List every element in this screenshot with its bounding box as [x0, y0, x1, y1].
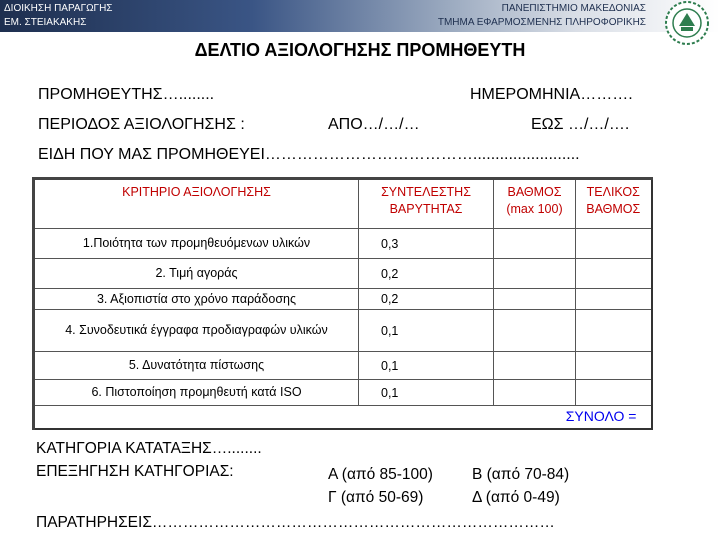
header-final-score: ΤΕΛΙΚΟΣ ΒΑΘΜΟΣ	[576, 179, 652, 229]
table-row	[34, 352, 652, 380]
criterion-cell: 4. Συνοδευτικά έγγραφα προδιαγραφών υλικών	[34, 310, 359, 352]
header-bar	[0, 0, 720, 32]
category-a: Α (από 85-100)	[328, 466, 433, 483]
supplied-items-field[interactable]: ΕΙΔΗ ΠΟΥ ΜΑΣ ΠΡΟΜΗΘΕΥΕΙ…………………………………........................	[38, 146, 580, 163]
header-department: ΤΜΗΜΑ ΕΦΑΡΜΟΣΜΕΝΗΣ ΠΛΗΡΟΦΟΡΙΚΗΣ	[437, 17, 646, 28]
classification-category-field[interactable]: ΚΑΤΗΓΟΡΙΑ ΚΑΤΑΤΑΞΗΣ…........	[36, 440, 262, 457]
category-explanation-label: ΕΠΕΞΗΓΗΣΗ ΚΑΤΗΓΟΡΙΑΣ:	[36, 463, 234, 480]
score-cell[interactable]	[494, 352, 576, 380]
criterion-cell: 5. Δυνατότητα πίστωσης	[34, 352, 359, 380]
total-label: ΣΥΝΟΛΟ =	[565, 408, 637, 424]
table-row	[34, 289, 652, 310]
date-field[interactable]: ΗΜΕΡΟΜΗΝΙΑ……….	[470, 86, 633, 103]
category-b: Β (από 70-84)	[472, 466, 570, 483]
criterion-cell: 6. Πιστοποίηση προμηθευτή κατά ISO	[34, 380, 359, 406]
table-row	[34, 259, 652, 289]
score-cell[interactable]	[494, 229, 576, 259]
category-d: Δ (από 0-49)	[472, 489, 560, 506]
period-from-field[interactable]: ΑΠΟ…/…/…	[328, 116, 420, 133]
weight-cell: 0,1	[359, 310, 494, 352]
final-score-cell[interactable]	[576, 229, 652, 259]
header-criterion: ΚΡΙΤΗΡΙΟ ΑΞΙΟΛΟΓΗΣΗΣ	[34, 179, 359, 229]
header-score: ΒΑΘΜΟΣ (max 100)	[494, 179, 576, 229]
score-cell[interactable]	[494, 259, 576, 289]
final-score-cell[interactable]	[576, 352, 652, 380]
header-university: ΠΑΝΕΠΙΣΤΗΜΙΟ ΜΑΚΕΔΟΝΙΑΣ	[501, 3, 646, 14]
weight-cell: 0,3	[359, 229, 494, 259]
page-title: ΔΕΛΤΙΟ ΑΞΙΟΛΟΓΗΣΗΣ ΠΡΟΜΗΘΕΥΤΗ	[194, 40, 526, 60]
header-course: ΔΙΟΙΚΗΣΗ ΠΑΡΑΓΩΓΗΣ	[4, 3, 113, 14]
score-cell[interactable]	[494, 310, 576, 352]
table-row	[34, 310, 652, 352]
total-row	[34, 406, 652, 429]
criterion-cell: 3. Αξιοπιστία στο χρόνο παράδοσης	[34, 289, 359, 310]
criterion-cell: 2. Τιμή αγοράς	[34, 259, 359, 289]
weight-cell: 0,2	[359, 289, 494, 310]
weight-cell: 0,1	[359, 352, 494, 380]
table-header-row	[34, 179, 652, 229]
final-score-cell[interactable]	[576, 259, 652, 289]
final-score-cell[interactable]	[576, 380, 652, 406]
period-to-field[interactable]: ΕΩΣ …/…/….	[531, 116, 630, 133]
weight-cell: 0,2	[359, 259, 494, 289]
header-weight: ΣΥΝΤΕΛΕΣΤΗΣ ΒΑΡΥΤΗΤΑΣ	[359, 179, 494, 229]
evaluation-table	[32, 177, 653, 430]
final-score-cell[interactable]	[576, 310, 652, 352]
criterion-cell: 1.Ποιότητα των προμηθευόμενων υλικών	[34, 229, 359, 259]
remarks-field[interactable]: ΠΑΡΑΤΗΡΗΣΕΙΣ……………………………………………………………………	[36, 514, 555, 531]
total-cell[interactable]	[34, 406, 652, 429]
supplier-field[interactable]: ΠΡΟΜΗΘΕΥΤΗΣ…........	[38, 86, 215, 103]
table-row	[34, 229, 652, 259]
score-cell[interactable]	[494, 380, 576, 406]
final-score-cell[interactable]	[576, 289, 652, 310]
evaluation-period-label: ΠΕΡΙΟΔΟΣ ΑΞΙΟΛΟΓΗΣΗΣ :	[38, 116, 245, 133]
score-cell[interactable]	[494, 289, 576, 310]
category-c: Γ (από 50-69)	[328, 489, 424, 506]
weight-cell: 0,1	[359, 380, 494, 406]
header-author: ΕΜ. ΣΤΕΙΑΚΑΚΗΣ	[4, 17, 87, 28]
table-row	[34, 380, 652, 406]
